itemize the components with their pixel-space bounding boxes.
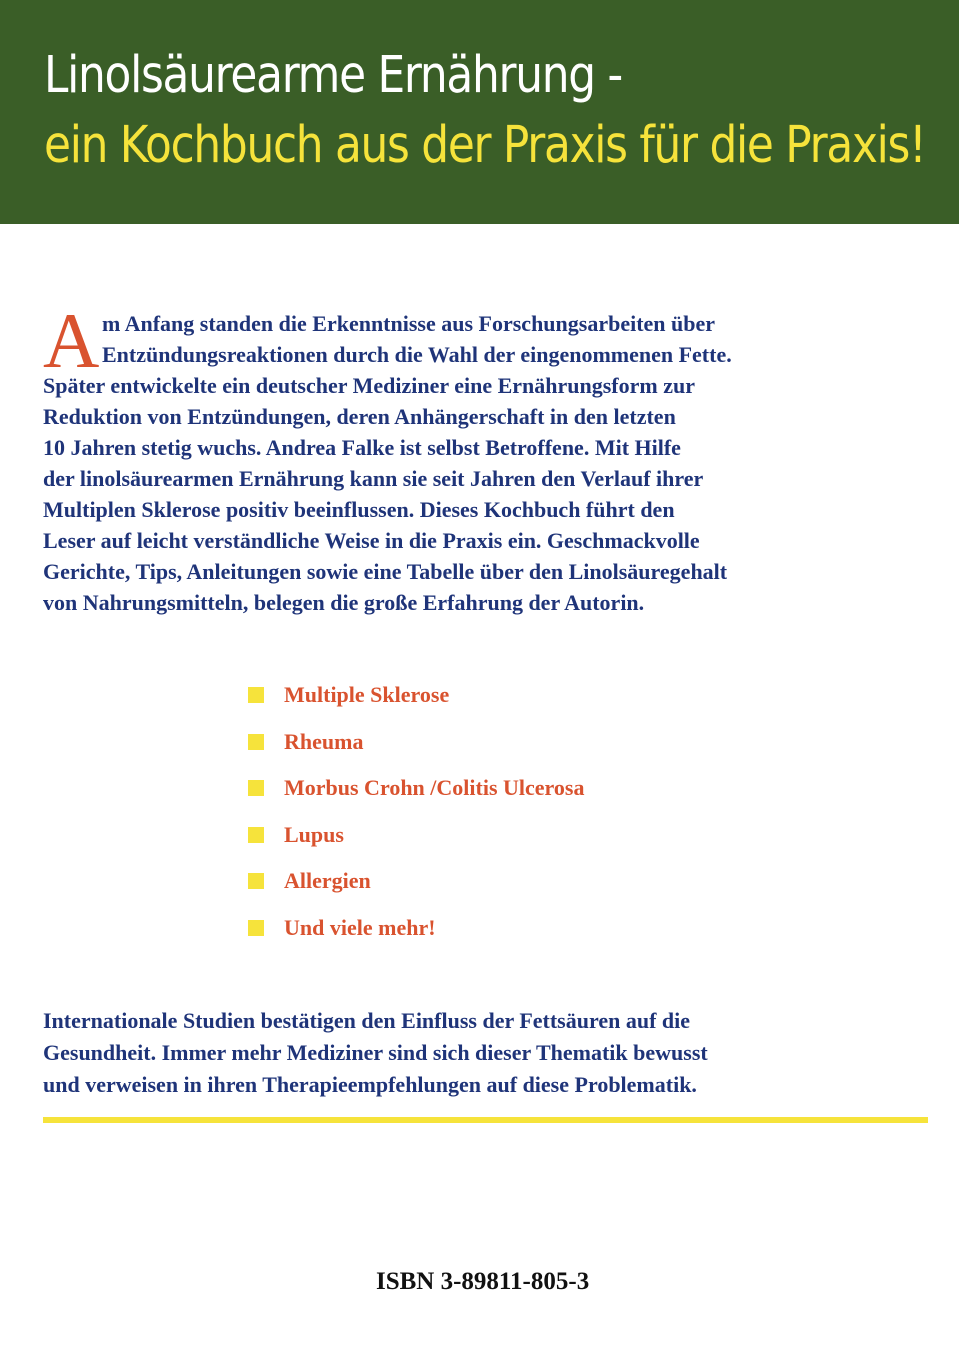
intro-line-2: Entzündungsreaktionen durch die Wahl der eingenommenen Fette. — [102, 342, 732, 367]
intro-line-8: Leser auf leicht verständliche Weise in die Praxis ein. Geschmackvolle — [43, 528, 700, 553]
intro-line-10: von Nahrungsmitteln, belegen die große Erfahrung der Autorin. — [43, 590, 645, 615]
outro-line-1: Internationale Studien bestätigen den Einfluss der Fettsäuren auf die — [43, 1008, 691, 1033]
list-item-label: Allergien — [284, 868, 371, 893]
list-item-label: Und viele mehr! — [284, 914, 436, 940]
intro-line-1: m Anfang standen die Erkenntnisse aus Forschungsarbeiten über — [102, 311, 716, 336]
outro-line-2: Gesundheit. Immer mehr Mediziner sind sich dieser Thematik bewusst — [43, 1040, 708, 1065]
list-item — [248, 818, 584, 865]
list-item-label: Lupus — [284, 821, 344, 847]
title-line-2: ein Kochbuch aus der Praxis für die Praxis! — [44, 116, 926, 175]
intro-line-4: Reduktion von Entzündungen, deren Anhängerschaft in den letzten — [43, 404, 676, 429]
intro-line-5: 10 Jahren stetig wuchs. Andrea Falke ist selbst Betroffene. Mit Hilfe — [43, 435, 681, 460]
drop-cap-box — [43, 297, 103, 384]
list-item — [248, 725, 584, 772]
bullet-square-icon — [248, 734, 264, 750]
bullet-square-icon — [248, 873, 264, 889]
yellow-divider — [43, 1117, 928, 1123]
isbn-number: ISBN 3-89811-805-3 — [376, 1268, 590, 1295]
title-line-1: Linolsäurearme Ernährung - — [44, 46, 622, 105]
bullet-square-icon — [248, 827, 264, 843]
list-item-label: Multiple Sklerose — [284, 682, 450, 707]
header-banner — [0, 0, 959, 224]
outro-paragraph — [43, 1005, 708, 1101]
list-item — [248, 678, 584, 725]
outro-line-3: und verweisen in ihren Therapieempfehlungen auf diese Problematik. — [43, 1072, 697, 1097]
intro-line-9: Gerichte, Tips, Anleitungen sowie eine Tabelle über den Linolsäuregehalt — [43, 559, 728, 584]
list-item — [248, 911, 584, 958]
intro-line-7: Multiplen Sklerose positiv beeinflussen. Dieses Kochbuch führt den — [43, 497, 675, 522]
list-item-label: Morbus Crohn /Colitis Ulcerosa — [284, 775, 585, 800]
list-item — [248, 864, 584, 911]
drop-cap: A — [43, 297, 100, 384]
intro-paragraph — [43, 297, 923, 618]
intro-line-3: Später entwickelte ein deutscher Mediziner eine Ernährungsform zur — [43, 373, 695, 398]
bullet-square-icon — [248, 780, 264, 796]
list-item-label: Rheuma — [284, 728, 364, 754]
bullet-square-icon — [248, 687, 264, 703]
bullet-square-icon — [248, 920, 264, 936]
intro-line-6: der linolsäurearmen Ernährung kann sie seit Jahren den Verlauf ihrer — [43, 466, 704, 491]
list-item — [248, 771, 584, 818]
condition-list — [248, 678, 584, 957]
